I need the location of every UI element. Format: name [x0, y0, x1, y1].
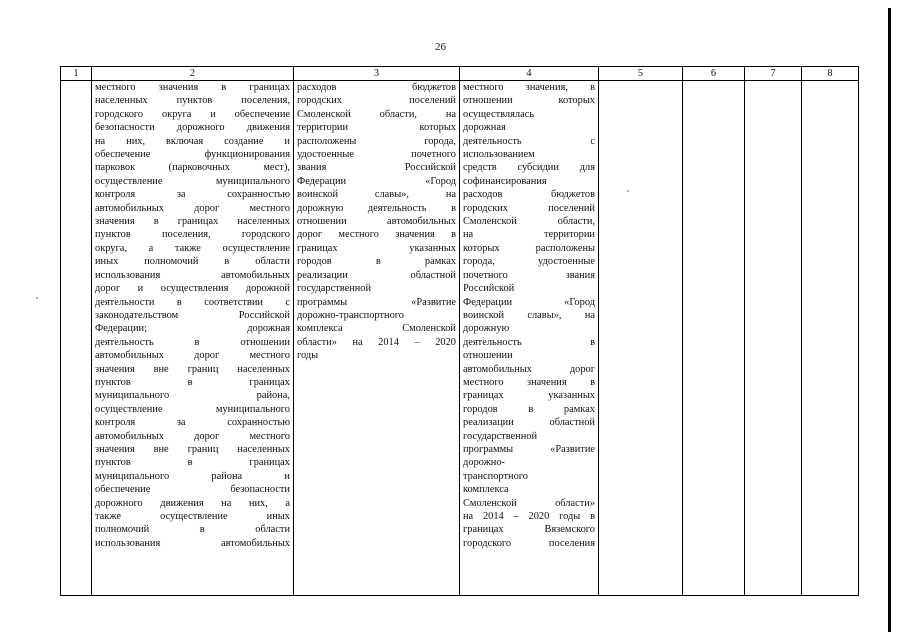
text-line: безопасности дорожного движения — [95, 122, 290, 134]
text-line: на них, включая создание и — [95, 135, 290, 147]
text-line: муниципального района, — [95, 390, 290, 402]
text-line: дорог местного значения в — [297, 229, 456, 241]
text-line: также осуществление иных — [95, 511, 290, 522]
text-line: дорожную деятельность в — [297, 202, 456, 214]
text-line: городских поселений — [297, 95, 456, 107]
text-line: полномочий в области — [95, 524, 290, 536]
text-line: дорог и осуществления дорожной — [95, 283, 290, 295]
text-line: пунктов поселения, городского — [95, 229, 290, 241]
text-line: осуществлялась — [463, 108, 535, 120]
text-line: осуществление муниципального — [95, 175, 290, 187]
text-line: значения вне границ населенных — [95, 363, 290, 375]
text-line: автомобильных дорог местного — [95, 350, 290, 362]
text-line: контроля за сохранностью — [95, 417, 290, 429]
column-header-1: 1 — [61, 67, 92, 81]
text-line: программы «Развитие — [297, 296, 456, 308]
text-line: деятельность с — [463, 135, 595, 147]
text-line: расходов бюджетов — [463, 189, 595, 201]
text-line: программы «Развитие — [463, 443, 595, 455]
document-table — [60, 66, 859, 596]
text-line: контроля за сохранностью — [95, 189, 290, 201]
cell-col3 — [294, 81, 460, 596]
text-line: иных полномочий в области — [95, 256, 290, 268]
text-line: использования автомобильных — [95, 269, 290, 281]
text-line: Федерации «Город — [297, 175, 456, 187]
text-line: городов в рамках — [297, 256, 456, 268]
cell-col4 — [460, 81, 599, 596]
text-line: осуществление муниципального — [95, 403, 290, 415]
text-line: пунктов в границах — [95, 376, 290, 388]
text-line: городского округа и обеспечение — [95, 108, 290, 120]
text-line: использования автомобильных — [95, 537, 290, 549]
text-line: Федерации «Город — [463, 296, 595, 308]
text-line: законодательством Российской — [95, 309, 290, 321]
column-header-3: 3 — [294, 67, 460, 81]
text-line: дорожного движения на них, а — [95, 497, 290, 509]
text-line: Федерации; дорожная — [95, 323, 290, 335]
column-header-5: 5 — [599, 67, 683, 81]
text-line: деятельности в соответствии с — [95, 296, 290, 308]
text-line: обеспечение функционирования — [95, 149, 290, 161]
text-line: городских поселений — [463, 202, 595, 214]
text-line: Российской — [463, 283, 515, 295]
text-line: обеспечение безопасности — [95, 484, 290, 496]
column-header-8: 8 — [802, 67, 859, 81]
text-line: Смоленской области, — [463, 216, 595, 228]
text-line: значения в границах населенных — [95, 216, 290, 228]
text-line: границах указанных — [463, 390, 595, 402]
text-line: государственной — [297, 283, 372, 295]
header-row — [61, 67, 859, 81]
page-number: 26 — [435, 41, 446, 53]
text-line: почетного звания — [463, 269, 595, 281]
cell-col7 — [745, 81, 802, 596]
cell-col6 — [683, 81, 745, 596]
text-line: области» на 2014 – 2020 — [297, 336, 456, 348]
scan-edge-bar — [888, 8, 891, 632]
column-header-6: 6 — [683, 67, 745, 81]
text-line: комплекса — [463, 484, 509, 496]
column-header-7: 7 — [745, 67, 802, 81]
text-line: автомобильных дорог местного — [95, 430, 290, 442]
text-line: дорожно- — [463, 457, 506, 469]
text-line: Смоленской области, на — [297, 108, 456, 120]
text-line: местного значения, в — [463, 82, 595, 93]
text-line: парковок (парковочных мест), — [95, 162, 290, 174]
text-line: годы — [297, 350, 319, 362]
scan-speck — [36, 297, 38, 299]
text-line: отношении — [463, 350, 513, 362]
text-line: транспортного — [463, 470, 528, 482]
text-line: отношении которых — [463, 95, 595, 107]
text-line: автомобильных дорог — [463, 363, 595, 375]
text-line: местного значения в границах — [95, 82, 290, 93]
text-line: границах указанных — [297, 242, 456, 254]
text-line: населенных пунктов поселения, — [95, 95, 290, 107]
text-line: городов в рамках — [463, 403, 595, 415]
text-line: расположены города, — [297, 135, 456, 147]
text-line: реализации областной — [463, 417, 595, 429]
text-line: Смоленской области» — [463, 497, 595, 509]
text-line: границах Вяземского — [463, 524, 595, 536]
text-line: звания Российской — [297, 162, 456, 174]
text-line: деятельность в — [463, 336, 595, 348]
text-line: комплекса Смоленской — [297, 323, 456, 335]
text-line: софинансирования — [463, 175, 547, 187]
text-line: реализации областной — [297, 269, 456, 281]
text-line: деятельность в отношении — [95, 336, 290, 348]
text-line: местного значения в — [463, 376, 595, 388]
text-line: средств субсидии для — [463, 162, 595, 174]
text-line: воинской славы», на — [297, 189, 456, 201]
cell-col1 — [61, 81, 92, 596]
column-header-4: 4 — [460, 67, 599, 81]
text-line: отношении автомобильных — [297, 216, 456, 228]
text-line: значения вне границ населенных — [95, 443, 290, 455]
cell-col5 — [599, 81, 683, 596]
text-line: округа, а также осуществление — [95, 242, 290, 254]
text-line: воинской славы», на — [463, 309, 595, 321]
cell-col2 — [92, 81, 294, 596]
column-header-2: 2 — [92, 67, 294, 81]
text-line: удостоенные почетного — [297, 149, 456, 161]
text-line: государственной — [463, 430, 538, 442]
text-line: которых расположены — [463, 242, 595, 254]
text-line: автомобильных дорог местного — [95, 202, 290, 214]
text-line: дорожная — [463, 122, 506, 134]
text-line: муниципального района и — [95, 470, 290, 482]
cell-col8 — [802, 81, 859, 596]
text-line: расходов бюджетов — [297, 82, 456, 93]
text-line: на территории — [463, 229, 595, 241]
text-line: пунктов в границах — [95, 457, 290, 469]
text-line: дорожную — [463, 323, 510, 335]
text-line: городского поселения — [463, 537, 595, 549]
text-line: дорожно-транспортного — [297, 309, 404, 321]
text-line: использованием — [463, 149, 535, 161]
text-line: территории которых — [297, 122, 456, 134]
text-line: города, удостоенные — [463, 256, 595, 268]
table-row — [61, 81, 859, 596]
text-line: на 2014 – 2020 годы в — [463, 511, 595, 522]
